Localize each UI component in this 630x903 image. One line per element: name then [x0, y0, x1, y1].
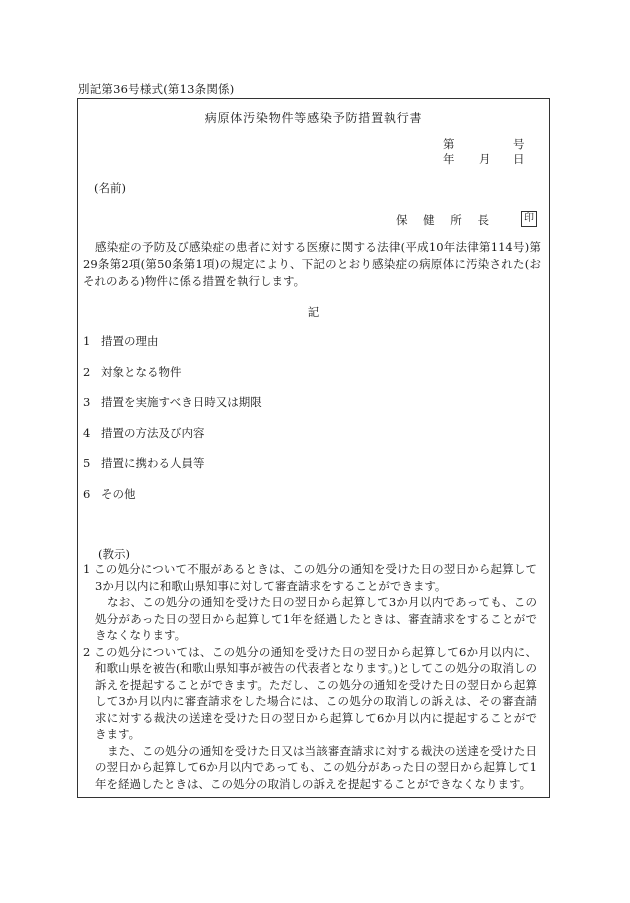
document-title: 病原体汚染物件等感染予防措置執行書: [204, 111, 423, 125]
seal-mark: 印: [521, 211, 537, 227]
list-item: [83, 425, 262, 456]
ki-heading: 記: [307, 305, 320, 319]
date-year: 年: [443, 152, 455, 166]
list-item: [83, 394, 262, 425]
body-paragraph: 感染症の予防及び感染症の患者に対する医療に関する法律(平成10年法律第114号)第29条第2項(第50条第1項)の規定により、下記のとおり感染症の病原体に汚染された(おそれのある)物件に係る措置を執行します。: [83, 240, 541, 288]
item-number: 2: [83, 364, 91, 379]
notice-section: [83, 561, 537, 792]
item-label: 措置の理由: [101, 334, 159, 348]
document-number-block: [443, 137, 533, 167]
notice-paragraph-2-note: また、この処分の通知を受けた日又は当該審査請求に対する裁決の送達を受けた日の翌日から起算して6か月以内であっても、この処分があった日の翌日から起算して1年を経過したときは、この処分の取消しの訴えを提起することができなくなります。: [95, 743, 537, 791]
item-label: 対象となる物件: [101, 364, 182, 379]
item-label: 措置に携わる人員等: [101, 456, 205, 470]
item-label: その他: [101, 486, 136, 501]
item-number: 1: [83, 334, 91, 348]
date-month: 月: [479, 152, 491, 166]
notice-heading: (教示): [98, 547, 130, 561]
document-frame: [77, 98, 550, 798]
item-number: 4: [83, 425, 91, 440]
list-item: [83, 486, 262, 517]
list-item: [83, 364, 262, 395]
date-day: 日: [513, 152, 525, 166]
item-number: 5: [83, 456, 91, 470]
item-number: 6: [83, 486, 91, 501]
item-list: [83, 333, 262, 516]
issuer-title: 保 健 所 長: [396, 213, 495, 227]
number-suffix: 号: [513, 137, 525, 151]
addressee-name: (名前): [94, 181, 126, 195]
list-item: [83, 333, 262, 364]
notice-paragraph-1-note: なお、この処分の通知を受けた日の翌日から起算して3か月以内であっても、この処分があった日の翌日から起算して1年を経過したときは、審査請求をすることができなくなります。: [95, 595, 537, 642]
notice-paragraph-1: 1 この処分について不服があるときは、この処分の通知を受けた日の翌日から起算して3か月以内に和歌山県知事に対して審査請求をすることができます。: [83, 562, 537, 593]
form-number-label: 別記第36号様式(第13条関係): [78, 82, 235, 96]
item-label: 措置の方法及び内容: [101, 425, 205, 440]
list-item: [83, 455, 262, 486]
number-label: 第: [443, 137, 455, 151]
item-number: 3: [83, 395, 91, 409]
notice-paragraph-2: 2 この処分については、この処分の通知を受けた日の翌日から起算して6か月以内に、和歌山県を被告(和歌山県知事が被告の代表者となります。)としてこの処分の取消しの訴えを提起することができます。ただし、この処分の通知を受けた日の翌日から起算して3か月以内に審査請求をした場合には、この処分の取消しの訴えは、その審査請求に対する裁決の送達を受けた日の翌日から起算して6か月以内に提起することができます。: [83, 644, 537, 741]
item-label: 措置を実施すべき日時又は期限: [101, 395, 262, 409]
